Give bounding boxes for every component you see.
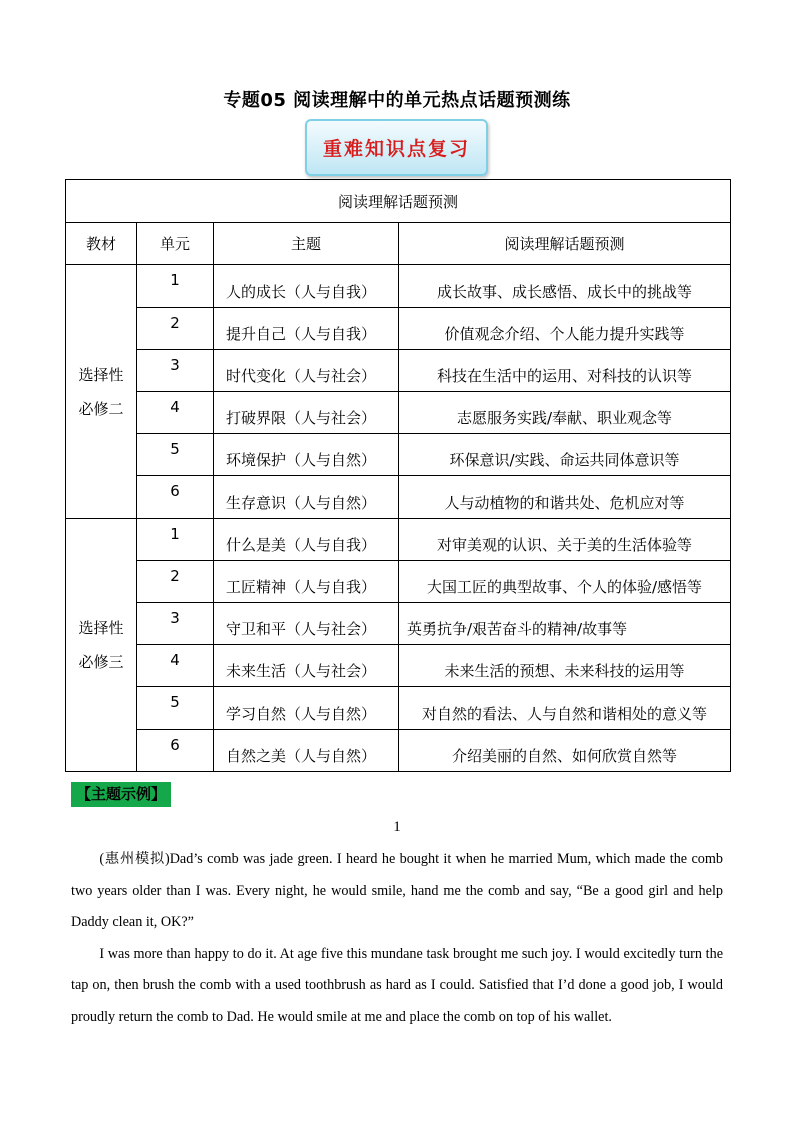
prediction-cell: 英勇抗争/艰苦奋斗的精神/故事等 [399,603,731,645]
topic-cell: 学习自然（人与自然） [214,687,399,729]
table-row [66,307,731,349]
volume-name-line2: 必修三 [78,652,124,671]
table-row [66,729,731,771]
volume-name-line1: 选择性 [78,618,124,637]
unit-cell: 1 [137,265,214,307]
table-row [66,349,731,391]
topic-cell: 时代变化（人与社会） [214,349,399,391]
header-topic: 主题 [214,223,399,265]
volume-cell-1 [66,265,137,518]
prediction-cell: 科技在生活中的运用、对科技的认识等 [399,349,731,391]
unit-cell: 5 [137,434,214,476]
header-textbook: 教材 [66,223,137,265]
topic-cell: 生存意识（人与自然） [214,476,399,518]
prediction-cell: 志愿服务实践/奉献、职业观念等 [399,392,731,434]
table-row [66,687,731,729]
topic-cell: 工匠精神（人与自我） [214,560,399,602]
header-unit: 单元 [137,223,214,265]
review-badge [305,119,488,176]
table-row [66,645,731,687]
topic-cell: 守卫和平（人与社会） [214,603,399,645]
passage-paragraph: I was more than happy to do it. At age five this mundane task brought me such joy. I would excitedly turn the tap on, then brush the comb with a used toothbrush as hard as I could. Satisfied that I’d done a good job, I would proudly return the comb to Dad. He would smile at me and place the comb on top of his wallet. [71,945,723,1025]
volume-name-line2: 必修二 [78,399,124,418]
topic-cell: 提升自己（人与自我） [214,307,399,349]
unit-cell: 4 [137,392,214,434]
table-row [66,476,731,518]
topic-cell: 自然之美（人与自然） [214,729,399,771]
prediction-cell: 价值观念介绍、个人能力提升实践等 [399,307,731,349]
prediction-cell: 介绍美丽的自然、如何欣赏自然等 [399,729,731,771]
prediction-cell: 未来生活的预想、未来科技的运用等 [399,645,731,687]
topic-cell: 环境保护（人与自然） [214,434,399,476]
prediction-cell: 大国工匠的典型故事、个人的体验/感悟等 [399,560,731,602]
table-row [66,265,731,307]
unit-cell: 6 [137,729,214,771]
topic-prediction-table [65,179,731,772]
table-row [66,392,731,434]
topic-cell: 什么是美（人与自我） [214,518,399,560]
prediction-cell: 人与动植物的和谐共处、危机应对等 [399,476,731,518]
volume-name-line1: 选择性 [78,365,124,384]
table-row [66,518,731,560]
unit-cell: 1 [137,518,214,560]
page-title: 专题05 阅读理解中的单元热点话题预测练 [223,90,571,111]
table-row [66,434,731,476]
table-title: 阅读理解话题预测 [66,180,731,223]
header-prediction: 阅读理解话题预测 [399,223,731,265]
passage-paragraph: (惠州模拟)Dad’s comb was jade green. I heard he bought it when he married Mum, which made the comb two years older than I was. Every night, he would smile, hand me the comb and say, “Be a good girl and help Daddy clean it, OK?” [71,851,723,930]
unit-cell: 6 [137,476,214,518]
topic-cell: 未来生活（人与社会） [214,645,399,687]
table-header-row [66,223,731,265]
section-tag-topic-example: 【主题示例】 [71,782,171,807]
review-badge-label: 重难知识点复习 [322,138,470,160]
reading-passage [71,844,723,1033]
volume-cell-2 [66,518,137,771]
prediction-cell: 成长故事、成长感悟、成长中的挑战等 [399,265,731,307]
prediction-cell: 对审美观的认识、关于美的生活体验等 [399,518,731,560]
prediction-cell: 对自然的看法、人与自然和谐相处的意义等 [399,687,731,729]
unit-cell: 4 [137,645,214,687]
passage-number: 1 [393,819,401,835]
unit-cell: 3 [137,349,214,391]
table-row [66,603,731,645]
unit-cell: 5 [137,687,214,729]
prediction-cell: 环保意识/实践、命运共同体意识等 [399,434,731,476]
topic-cell: 人的成长（人与自我） [214,265,399,307]
unit-cell: 2 [137,307,214,349]
unit-cell: 2 [137,560,214,602]
unit-cell: 3 [137,603,214,645]
table-row [66,560,731,602]
topic-cell: 打破界限（人与社会） [214,392,399,434]
